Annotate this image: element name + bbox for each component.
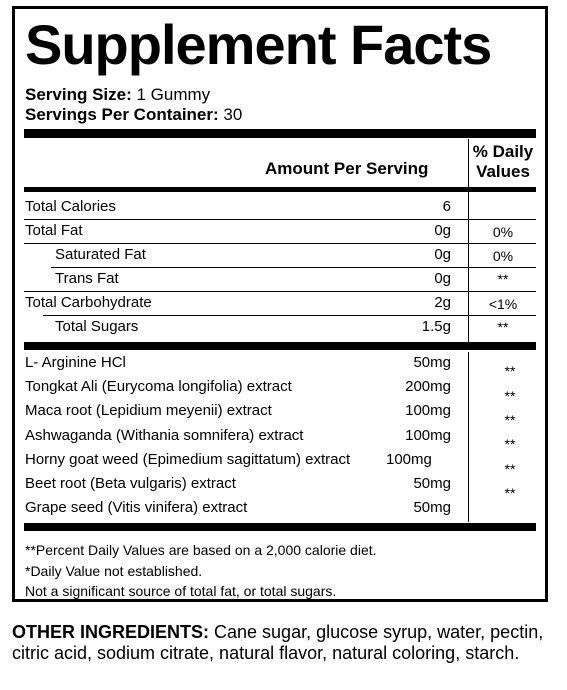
ingredient-amount: 100mg: [386, 451, 432, 468]
other-ingredients: [12, 622, 552, 664]
other-ingredients-label: OTHER INGREDIENTS:: [12, 622, 210, 642]
ingredient-name: L- Arginine HCl: [25, 354, 126, 371]
serving-size-value: 1 Gummy: [131, 85, 211, 104]
thick-divider-top: [24, 129, 536, 138]
ingredient-dv: **: [504, 485, 516, 501]
nutrient-amount: 6: [442, 198, 451, 215]
servings-per-container: [25, 105, 242, 125]
ingredient-dv: **: [504, 388, 516, 404]
servings-per-container-value: 30: [218, 105, 243, 124]
footnote: Not a significant source of total fat, or total sugars.: [25, 583, 337, 599]
ingredient-dv: **: [504, 461, 516, 477]
nutrient-name: Saturated Fat: [55, 246, 146, 263]
nutrient-dv: 0%: [492, 248, 514, 264]
ingredient-name: Beet root (Beta vulgaris) extract: [25, 475, 236, 492]
row-divider: [43, 315, 536, 316]
row-divider: [24, 243, 536, 244]
footnote: *Daily Value not established.: [25, 563, 203, 579]
servings-per-container-label: Servings Per Container:: [25, 105, 219, 124]
row-divider: [24, 291, 536, 292]
serving-size-label: Serving Size:: [25, 85, 132, 104]
nutrient-amount: 2g: [434, 294, 451, 311]
amount-per-serving-header: Amount Per Serving: [265, 159, 429, 178]
thick-divider-ingredients: [24, 342, 536, 350]
dv-column-separator: [468, 139, 469, 344]
nutrient-amount: 0g: [434, 222, 451, 239]
nutrient-name: Total Carbohydrate: [25, 294, 152, 311]
ingredient-dv: **: [504, 436, 516, 452]
thick-divider-bottom: [24, 523, 536, 531]
ingredient-amount: 100mg: [405, 427, 451, 444]
row-divider: [51, 267, 536, 268]
dv-column-separator-2: [468, 352, 469, 522]
supplement-facts-panel: [12, 6, 548, 602]
nutrient-amount: 0g: [434, 270, 451, 287]
nutrient-name: Total Sugars: [55, 318, 139, 335]
daily-values-header-line2: Values: [476, 162, 530, 181]
ingredient-name: Grape seed (Vitis vinifera) extract: [25, 499, 248, 516]
serving-size: [25, 85, 210, 105]
ingredient-amount: 200mg: [405, 378, 451, 395]
ingredient-name: Ashwaganda (Withania somnifera) extract: [25, 427, 304, 444]
nutrient-dv: **: [497, 319, 509, 335]
ingredient-amount: 50mg: [413, 475, 451, 492]
daily-values-header-line1: % Daily: [472, 142, 534, 161]
nutrient-dv: **: [497, 271, 509, 287]
ingredient-amount: 50mg: [413, 354, 451, 371]
nutrient-dv: 0%: [492, 224, 514, 240]
panel-title: Supplement Facts: [25, 13, 492, 76]
nutrient-name: Total Calories: [25, 198, 116, 215]
ingredient-name: Horny goat weed (Epimedium sagittatum) extract: [25, 451, 351, 468]
ingredient-dv: **: [504, 412, 516, 428]
nutrient-amount: 0g: [434, 246, 451, 263]
ingredient-amount: 50mg: [413, 499, 451, 516]
ingredient-name: Maca root (Lepidium meyenii) extract: [25, 402, 272, 419]
footnote: **Percent Daily Values are based on a 2,000 calorie diet.: [25, 542, 377, 558]
row-divider: [24, 219, 536, 220]
ingredient-dv: **: [504, 363, 516, 379]
nutrient-name: Total Fat: [25, 222, 83, 239]
other-ingredients-text: Cane sugar, glucose syrup, water, pectin, citric acid, sodium citrate, natural flavor, natural coloring, starch.: [12, 622, 544, 663]
ingredient-name: Tongkat Ali (Eurycoma longifolia) extract: [25, 378, 292, 395]
ingredient-amount: 100mg: [405, 402, 451, 419]
nutrient-name: Trans Fat: [55, 270, 119, 287]
nutrient-amount: 1.5g: [421, 318, 451, 335]
thick-divider-header: [24, 187, 536, 192]
nutrient-dv: <1%: [488, 296, 518, 312]
